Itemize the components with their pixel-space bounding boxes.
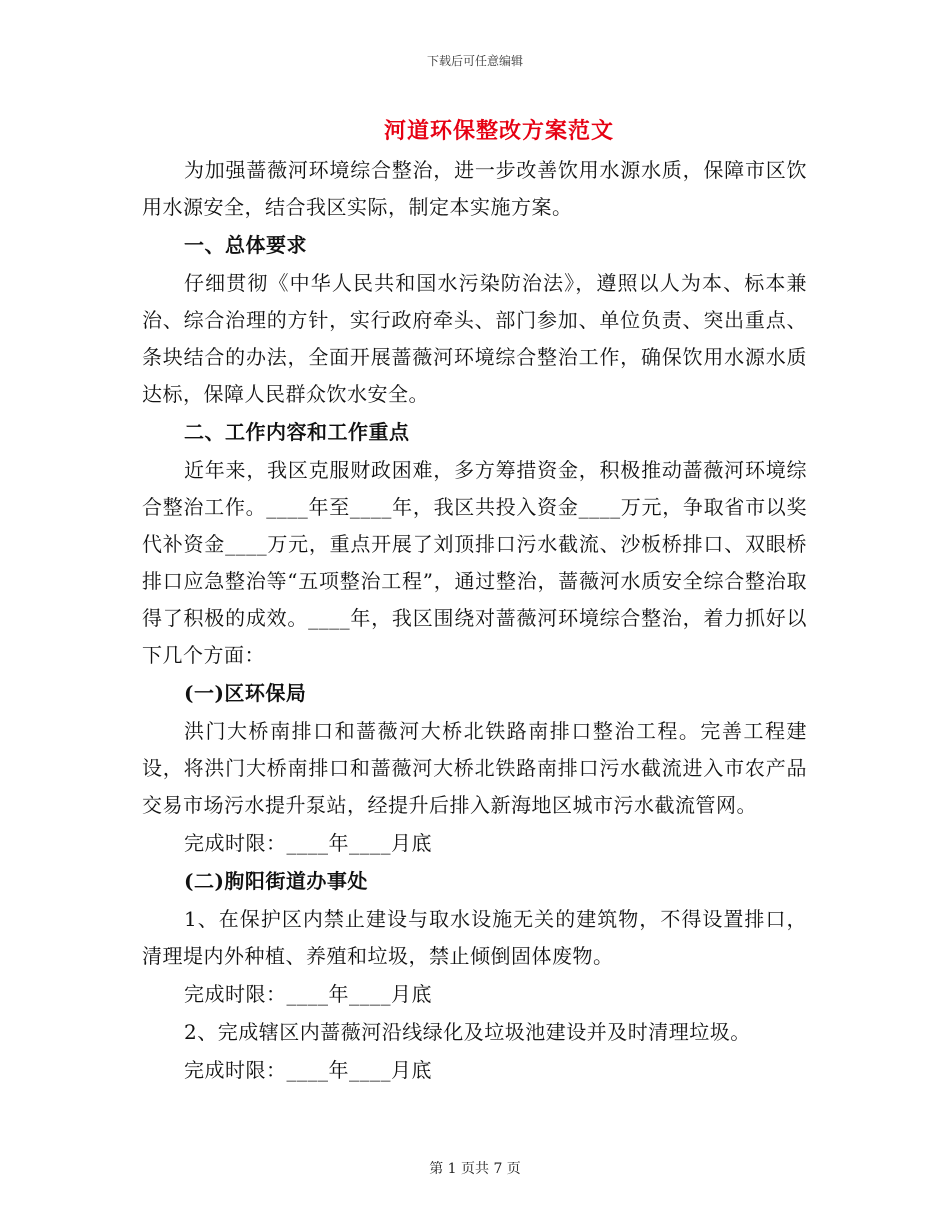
paragraph-item-2: 2、完成辖区内蔷薇河沿线绿化及垃圾池建设并及时清理垃圾。 xyxy=(184,1020,751,1044)
subsection-heading-2: (二)朐阳街道办事处 xyxy=(184,869,368,893)
paragraph-environment-bureau: 洪门大桥南排口和蔷薇河大桥北铁路南排口整治工程。完善工程建设，将洪门大桥南排口和蔷薇河大桥北铁路南排口污水截流进入市农产品交易市场污水提升泵站，经提升后排入新海地区城市污水截流管网。 xyxy=(142,719,807,817)
section-heading-2: 二、工作内容和工作重点 xyxy=(184,420,410,444)
paragraph-requirements: 仔细贯彻《中华人民共和国水污染防治法》，遵照以人为本、标本兼治、综合治理的方针，实行政府牵头、部门参加、单位负责、突出重点、条块结合的办法，全面开展蔷薇河环境综合整治工作，确保饮用水源水质达标，保障人民群众饮水安全。 xyxy=(142,271,807,406)
paragraph-item-1: 1、在保护区内禁止建设与取水设施无关的建筑物，不得设置排口，清理堤内外种植、养殖和垃圾，禁止倾倒固体废物。 xyxy=(142,907,807,968)
section-heading-1: 一、总体要求 xyxy=(184,233,307,257)
page-number-footer: 第 1 页共 7 页 xyxy=(429,1161,521,1177)
document-title: 河道环保整改方案范文 xyxy=(383,118,614,144)
document-body xyxy=(142,152,807,1089)
subsection-heading-1: (一)区环保局 xyxy=(184,681,307,705)
deadline-line: 完成时限：____年____月底 xyxy=(184,831,432,855)
deadline-line: 完成时限：____年____月底 xyxy=(184,1058,432,1082)
paragraph-work-content: 近年来，我区克服财政困难，多方筹措资金，积极推动蔷薇河环境综合整治工作。____年至____年，我区共投入资金____万元，争取省市以奖代补资金____万元，重点开展了刘顶排口污水截流、沙板桥排口、双眼桥排口应急整治等“五项整治工程”，通过整治，蔷薇河水质安全综合整治取得了积极的成效。____年，我区围绕对蔷薇河环境综合整治，着力抓好以下几个方面： xyxy=(142,458,807,667)
page-header-note: 下载后可任意编辑 xyxy=(426,54,523,68)
deadline-line: 完成时限：____年____月底 xyxy=(184,982,432,1006)
paragraph-intro: 为加强蔷薇河环境综合整治，进一步改善饮用水源水质，保障市区饮用水源安全，结合我区实际，制定本实施方案。 xyxy=(142,158,807,219)
